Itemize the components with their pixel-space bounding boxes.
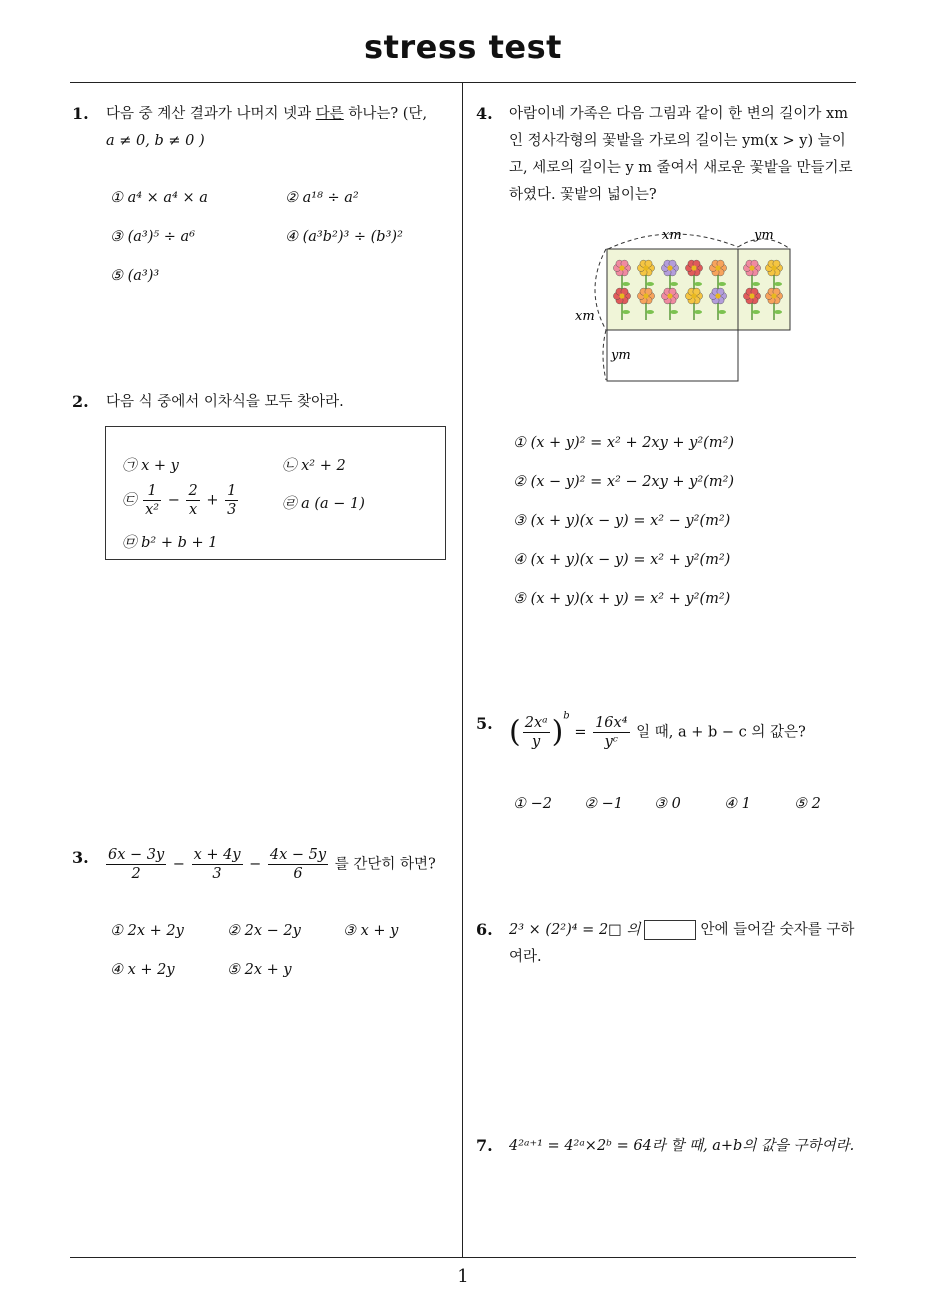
q2-item-c-mark: ㉢ <box>122 492 137 509</box>
q5-option-3[interactable]: ③ 0 <box>654 796 681 812</box>
q6-number: 6. <box>476 920 493 939</box>
q3-option-3[interactable]: ③ x + y <box>343 923 399 939</box>
q3-tail: 를 간단히 하면? <box>334 856 436 873</box>
q1-option-2[interactable]: ② a¹⁸ ÷ a² <box>285 190 359 206</box>
q4-line-1: 아람이네 가족은 다음 그림과 같이 한 변의 길이가 xm <box>509 106 848 122</box>
q5-option-5[interactable]: ⑤ 2 <box>794 796 821 812</box>
q4-line-4: 하였다. 꽃밭의 넓이는? <box>509 187 657 203</box>
q4-option-3[interactable]: ③ (x + y)(x − y) = x² − y²(m²) <box>513 513 731 529</box>
q1-option-1[interactable]: ① a⁴ × a⁴ × a <box>110 190 208 206</box>
q1-text <box>106 101 456 155</box>
q3-option-4[interactable]: ④ x + 2y <box>110 962 175 978</box>
q4-option-2[interactable]: ② (x − y)² = x² − 2xy + y²(m²) <box>513 474 735 490</box>
q2-number: 2. <box>72 392 89 411</box>
q3-option-2[interactable]: ② 2x − 2y <box>227 923 301 939</box>
q2-c-fraction-3: $\frac{1}{3}$ <box>227 483 237 518</box>
q6-text <box>509 917 861 971</box>
q2-text: 다음 식 중에서 이차식을 모두 찾아라. <box>106 394 344 410</box>
q1-text-a: 다음 중 계산 결과가 나머지 넷과 <box>106 106 316 122</box>
column-divider <box>462 82 463 1258</box>
q2-item-d: ㉣ a (a − 1) <box>282 496 365 512</box>
q4-option-4[interactable]: ④ (x + y)(x − y) = x² + y²(m²) <box>513 552 731 568</box>
q4-text <box>509 101 861 209</box>
q1-text-c: a ≠ 0, b ≠ 0 ) <box>106 133 205 149</box>
q5-option-2[interactable]: ② −1 <box>584 796 623 812</box>
q6-text-b: 안에 들어갈 숫자를 구하 <box>700 922 855 938</box>
q2-item-a: ㉠ x + y <box>122 458 179 474</box>
q4-option-5[interactable]: ⑤ (x + y)(x + y) = x² + y²(m²) <box>513 591 731 607</box>
q5-fraction-left: $\frac{\text{2xᵃ}}{y}$ <box>524 715 548 750</box>
q1-option-3[interactable]: ③ (a³)⁵ ÷ a⁶ <box>110 229 196 245</box>
label-left-y: ym <box>611 348 631 363</box>
q1-option-4[interactable]: ④ (a³b²)³ ÷ (b³)² <box>285 229 403 245</box>
q2-expression-box <box>105 426 446 560</box>
q3-fraction-2: $\frac{x + 4y}{3}$ <box>193 847 241 882</box>
q4-line-2: 인 정사각형의 꽃밭을 가로의 길이는 ym(x > y) 늘이 <box>509 133 846 149</box>
q1-text-b: 하나는? (단, <box>343 106 428 122</box>
label-left-x: xm <box>575 309 595 324</box>
extension-strip <box>738 249 790 330</box>
left-x-arc <box>595 249 606 330</box>
q5-option-4[interactable]: ④ 1 <box>724 796 751 812</box>
q2-item-e: ㉤ b² + b + 1 <box>122 535 218 551</box>
q1-text-underline: 다른 <box>315 106 344 122</box>
q4-option-1[interactable]: ① (x + y)² = x² + 2xy + y²(m²) <box>513 435 735 451</box>
q6-answer-blank[interactable] <box>644 920 696 940</box>
q2-c-fraction-1: $\frac{1}{\text{x²}}$ <box>145 483 160 518</box>
page-title: stress test <box>364 28 562 66</box>
q4-number: 4. <box>476 104 493 123</box>
q1-option-5[interactable]: ⑤ (a³)³ <box>110 268 160 284</box>
q3-fraction-1: $\frac{6x - 3y}{2}$ <box>108 847 165 882</box>
q3-option-1[interactable]: ① 2x + 2y <box>110 923 184 939</box>
q5-expression: ( $\frac{\text{2xᵃ}}{y}$ )$^b$ = $\frac{\text{16x⁴}}{\text{yᶜ}}$ 일 때, a + b − c 의 값은? <box>509 710 806 750</box>
q3-fraction-3: $\frac{4x - 5y}{6}$ <box>269 847 327 882</box>
q4-garden-figure <box>570 222 810 387</box>
q2-c-fraction-2: $\frac{2}{x}$ <box>188 483 198 518</box>
q5-fraction-right: $\frac{\text{16x⁴}}{\text{yᶜ}}$ <box>595 715 628 750</box>
top-rule <box>70 82 856 83</box>
q4-line-3: 고, 세로의 길이는 y m 줄여서 새로운 꽃밭을 만들기로 <box>509 160 853 176</box>
q2-item-b: ㉡ x² + 2 <box>282 458 346 474</box>
q6-text-c: 여라. <box>509 949 542 965</box>
q5-number: 5. <box>476 714 493 733</box>
q5-tail: 일 때, a + b − c 의 값은? <box>636 724 806 741</box>
q3-number: 3. <box>72 848 89 867</box>
left-y-arc <box>603 330 606 380</box>
q3-expression: $\frac{6x - 3y}{2}$ − $\frac{x + 4y}{3}$ − $\frac{4x - 5y}{6}$ 를 간단히 하면? <box>108 847 436 882</box>
page-number: 1 <box>457 1266 469 1287</box>
q3-option-5[interactable]: ⑤ 2x + y <box>227 962 292 978</box>
label-top-x: xm <box>662 228 682 243</box>
q2-item-c: ㉢ $\frac{1}{\text{x²}}$ − $\frac{2}{x}$ + $\frac{1}{3}$ <box>122 483 237 518</box>
q5-option-1[interactable]: ① −2 <box>513 796 552 812</box>
q7-number: 7. <box>476 1136 493 1155</box>
bottom-rule <box>70 1257 856 1258</box>
q1-number: 1. <box>72 104 89 123</box>
q7-text: 4²ᵃ⁺¹ = 4²ᵃ×2ᵇ = 64라 할 때, a+b의 값을 구하여라. <box>509 1138 855 1154</box>
label-top-y: ym <box>754 228 774 243</box>
q6-text-a: 2³ × (2²)⁴ = 2□ 의 <box>509 922 641 938</box>
